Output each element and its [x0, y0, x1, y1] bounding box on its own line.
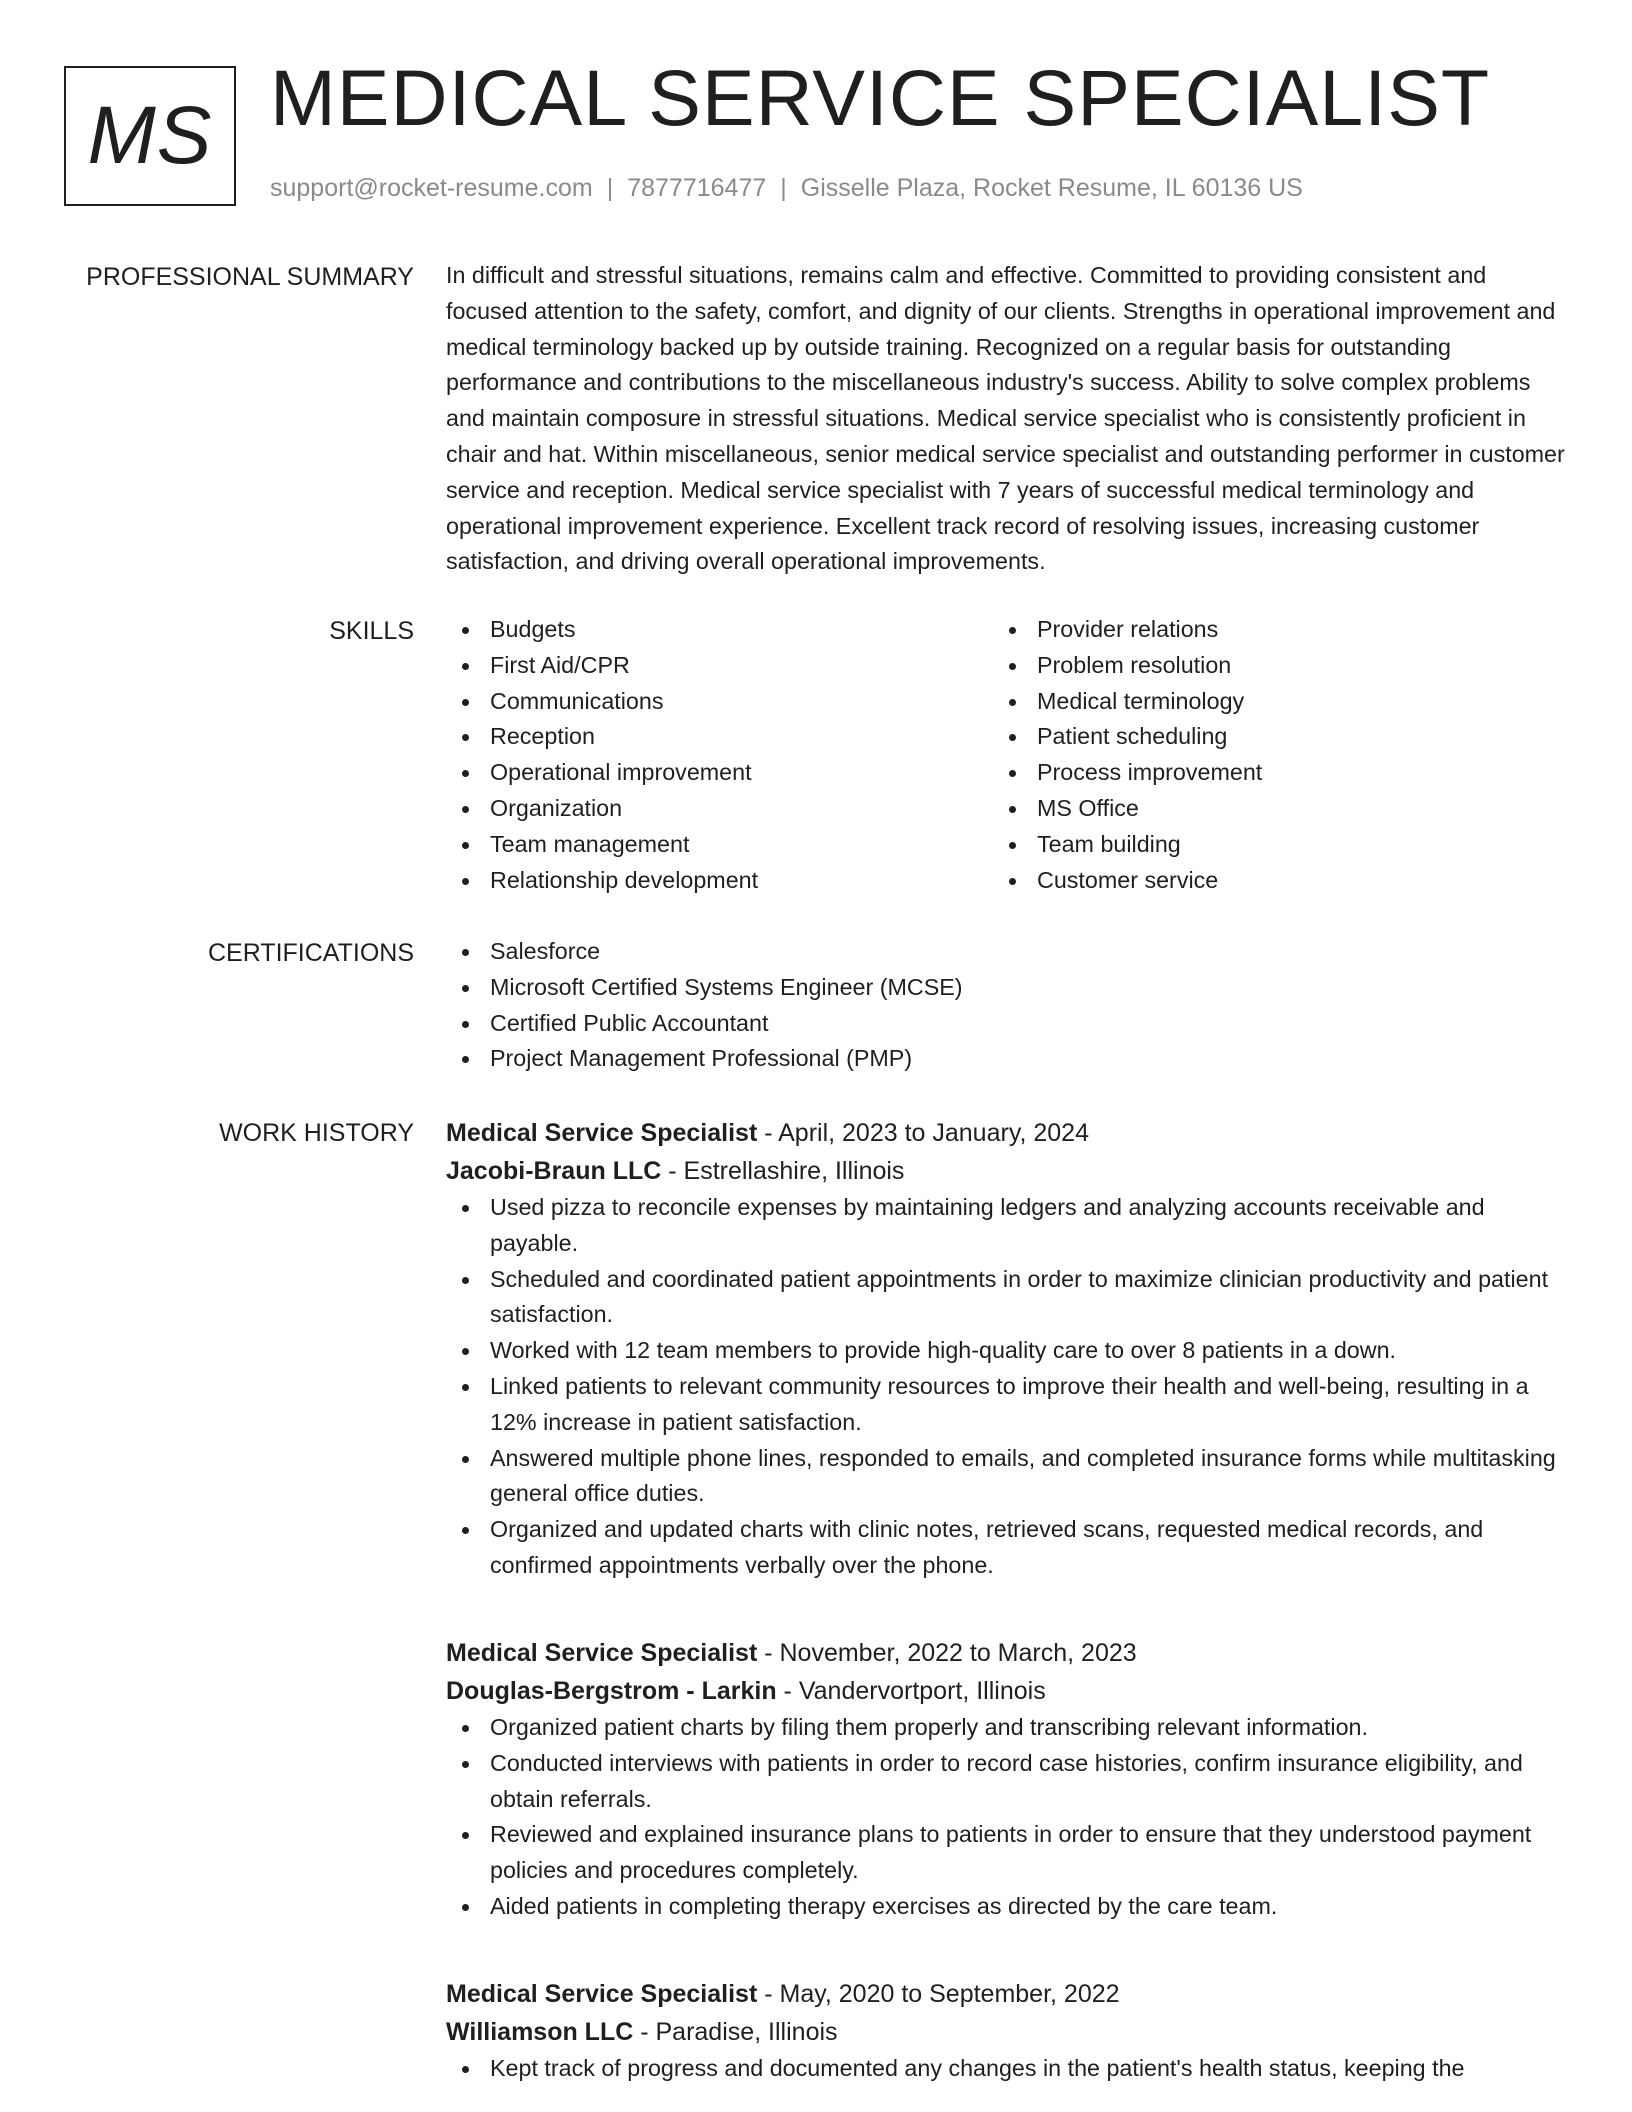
job-company: Douglas-Bergstrom - Larkin	[446, 1677, 777, 1705]
list-item: Medical terminology	[993, 684, 1513, 720]
job-title: Medical Service Specialist	[446, 1980, 758, 2008]
job-location: - Paradise, Illinois	[633, 2018, 838, 2046]
list-item: Customer service	[993, 863, 1513, 899]
work-history-heading: WORK HISTORY	[219, 1119, 414, 1147]
contact-address: Gisselle Plaza, Rocket Resume, IL 60136 US	[800, 174, 1303, 202]
summary-text: In difficult and stressful situations, remains calm and effective. Committed to providing consistent and focused attention to the safety, comfort, and dignity of our clients. Strengths in operational improvement and medical terminology backed up by outside training. Recognized on a regular basis for outstanding performance and contributions to the miscellaneous industry's success. Ability to solve complex problems and maintain composure in stressful situations. Medical service specialist who is consistently proficient in chair and hat. Within miscellaneous, senior medical service specialist and outstanding performer in customer service and reception. Medical service specialist with 7 years of successful medical terminology and operational improvement experience. Excellent track record of resolving issues, increasing customer satisfaction, and driving overall operational improvements.	[446, 262, 1565, 575]
list-item: Kept track of progress and documented any changes in the patient's health status, keeping the	[446, 2051, 1570, 2087]
list-item: Problem resolution	[993, 648, 1513, 684]
list-item: Microsoft Certified Systems Engineer (MCSE)	[446, 970, 1570, 1006]
list-item: Operational improvement	[446, 755, 966, 791]
job-company-line	[446, 1152, 1570, 1190]
list-item: Team building	[993, 827, 1513, 863]
job-title-line	[446, 1975, 1570, 2013]
list-item: Process improvement	[993, 755, 1513, 791]
list-item: Certified Public Accountant	[446, 1006, 1570, 1042]
skills-list-left	[446, 612, 966, 898]
skills-list-right	[993, 612, 1513, 898]
list-item: Linked patients to relevant community resources to improve their health and well-being, resulting in a 12% increase in patient satisfaction.	[446, 1369, 1570, 1441]
list-item: First Aid/CPR	[446, 648, 966, 684]
job-duties-list	[446, 2051, 1570, 2087]
job-title-line	[446, 1634, 1570, 1672]
job-title: Medical Service Specialist	[446, 1639, 758, 1667]
job-title: Medical Service Specialist	[446, 1119, 758, 1147]
list-item: Patient scheduling	[993, 719, 1513, 755]
page-title: MEDICAL SERVICE SPECIALIST	[270, 53, 1491, 142]
list-item: Scheduled and coordinated patient appointments in order to maximize clinician productivity and patient satisfaction.	[446, 1262, 1570, 1334]
list-item: Conducted interviews with patients in order to record case histories, confirm insurance eligibility, and obtain referrals.	[446, 1746, 1570, 1818]
contact-separator: |	[606, 174, 614, 202]
list-item: Communications	[446, 684, 966, 720]
list-item: Reception	[446, 719, 966, 755]
list-item: Relationship development	[446, 863, 966, 899]
job-company: Jacobi-Braun LLC	[446, 1157, 662, 1185]
skills-heading: SKILLS	[329, 617, 414, 645]
list-item: MS Office	[993, 791, 1513, 827]
contact-phone[interactable]: 7877716477	[627, 174, 767, 202]
list-item: Worked with 12 team members to provide high-quality care to over 8 patients in a down.	[446, 1333, 1570, 1369]
list-item: Aided patients in completing therapy exercises as directed by the care team.	[446, 1889, 1570, 1925]
job-dates: - May, 2020 to September, 2022	[757, 1980, 1120, 2008]
job-entry	[446, 1114, 1570, 1584]
certifications-list	[446, 934, 1570, 1077]
list-item: Answered multiple phone lines, responded to emails, and completed insurance forms while multitasking general office duties.	[446, 1441, 1570, 1513]
list-item: Salesforce	[446, 934, 1570, 970]
certifications-heading: CERTIFICATIONS	[207, 939, 414, 967]
job-company: Williamson LLC	[446, 2018, 634, 2046]
list-item: Provider relations	[993, 612, 1513, 648]
list-item: Used pizza to reconcile expenses by maintaining ledgers and analyzing accounts receivable and payable.	[446, 1190, 1570, 1262]
monogram-logo: MS	[64, 66, 236, 206]
job-dates: - November, 2022 to March, 2023	[757, 1639, 1137, 1667]
list-item: Organized and updated charts with clinic notes, retrieved scans, requested medical records, and confirmed appointments verbally over the phone.	[446, 1512, 1570, 1584]
list-item: Organization	[446, 791, 966, 827]
job-title-line	[446, 1114, 1570, 1152]
job-company-line	[446, 2013, 1570, 2051]
job-company-line	[446, 1672, 1570, 1710]
contact-separator: |	[780, 174, 787, 202]
list-item: Team management	[446, 827, 966, 863]
job-duties-list	[446, 1710, 1570, 1925]
job-entry	[446, 1634, 1570, 1925]
list-item: Reviewed and explained insurance plans to patients in order to ensure that they understood payment policies and procedures completely.	[446, 1817, 1570, 1889]
job-entry	[446, 1975, 1570, 2087]
list-item: Organized patient charts by filing them properly and transcribing relevant information.	[446, 1710, 1570, 1746]
skills-section	[446, 612, 1570, 902]
contact-line	[270, 176, 1303, 201]
job-dates: - April, 2023 to January, 2024	[757, 1119, 1089, 1147]
list-item: Budgets	[446, 612, 966, 648]
list-item: Project Management Professional (PMP)	[446, 1041, 1570, 1077]
job-location: - Estrellashire, Illinois	[661, 1157, 905, 1185]
job-duties-list	[446, 1190, 1570, 1584]
job-location: - Vandervortport, Illinois	[776, 1677, 1046, 1705]
certifications-section	[446, 934, 1570, 1077]
summary-heading: PROFESSIONAL SUMMARY	[86, 263, 414, 291]
contact-email[interactable]: support@rocket-resume.com	[270, 174, 593, 202]
